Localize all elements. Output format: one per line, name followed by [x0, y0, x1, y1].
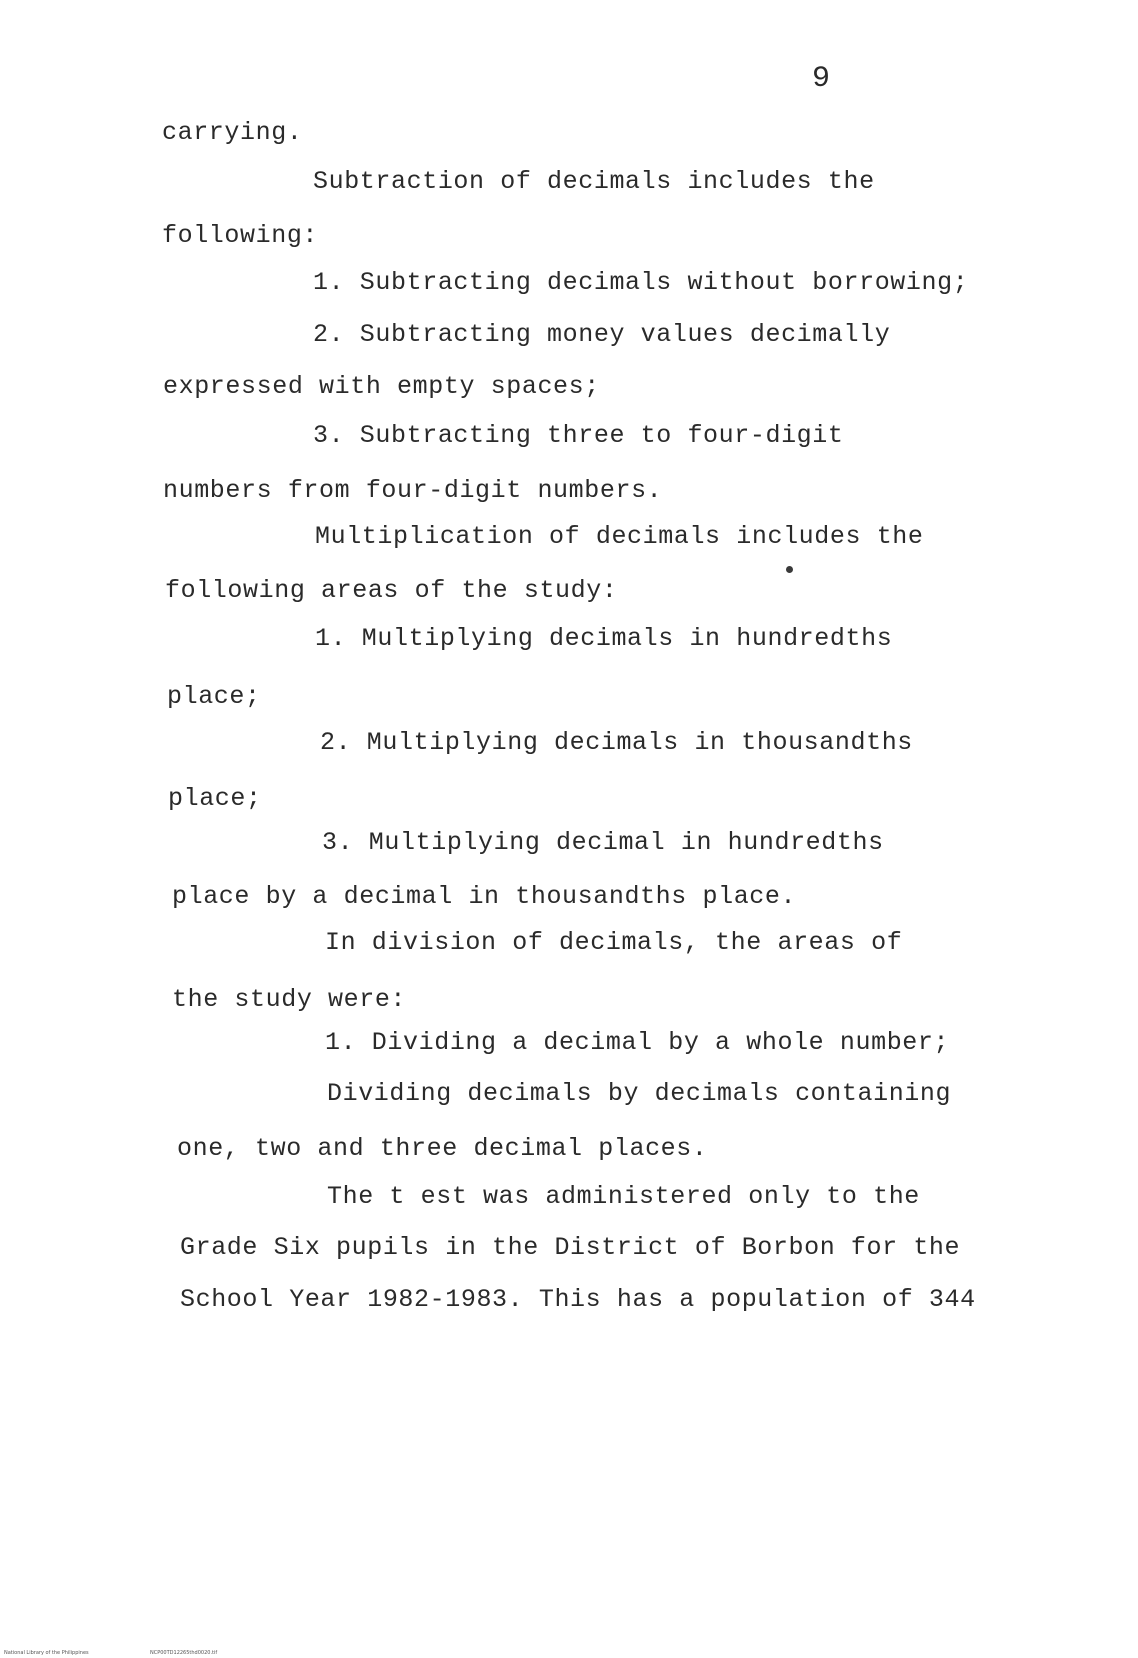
- text-line: Grade Six pupils in the District of Borbon for the: [180, 1233, 961, 1262]
- footer-filename: NCP00TD12265thd0020.tif: [150, 1650, 218, 1656]
- text-line: School Year 1982-1983. This has a population of 344: [180, 1285, 976, 1314]
- text-line: place by a decimal in thousandths place.: [172, 882, 797, 911]
- text-line: 1. Multiplying decimals in hundredths: [315, 624, 893, 653]
- text-line: Dividing decimals by decimals containing: [327, 1079, 952, 1108]
- page-number: 9: [812, 62, 831, 96]
- text-line: place;: [168, 784, 262, 813]
- footer-source: National Library of the Philippines: [4, 1650, 89, 1656]
- text-line: place;: [167, 682, 261, 711]
- text-line: 2. Subtracting money values decimally: [313, 320, 891, 349]
- text-line: In division of decimals, the areas of: [325, 928, 903, 957]
- text-line: carrying.: [162, 118, 303, 147]
- text-line: one, two and three decimal places.: [177, 1134, 708, 1163]
- text-line: following areas of the study:: [165, 576, 618, 605]
- text-line: 3. Subtracting three to four-digit: [313, 421, 844, 450]
- text-line: 2. Multiplying decimals in thousandths: [320, 728, 913, 757]
- text-line: the study were:: [172, 985, 407, 1014]
- text-line: numbers from four-digit numbers.: [163, 476, 663, 505]
- ink-speck: [786, 566, 793, 573]
- text-line: The t est was administered only to the: [327, 1182, 920, 1211]
- text-line: expressed with empty spaces;: [163, 372, 600, 401]
- text-line: following:: [162, 221, 319, 250]
- text-line: 1. Subtracting decimals without borrowing;: [313, 268, 969, 297]
- text-line: 3. Multiplying decimal in hundredths: [322, 828, 884, 857]
- text-line: Multiplication of decimals includes the: [315, 522, 924, 551]
- text-line: 1. Dividing a decimal by a whole number;: [325, 1028, 950, 1057]
- text-line: Subtraction of decimals includes the: [313, 167, 875, 196]
